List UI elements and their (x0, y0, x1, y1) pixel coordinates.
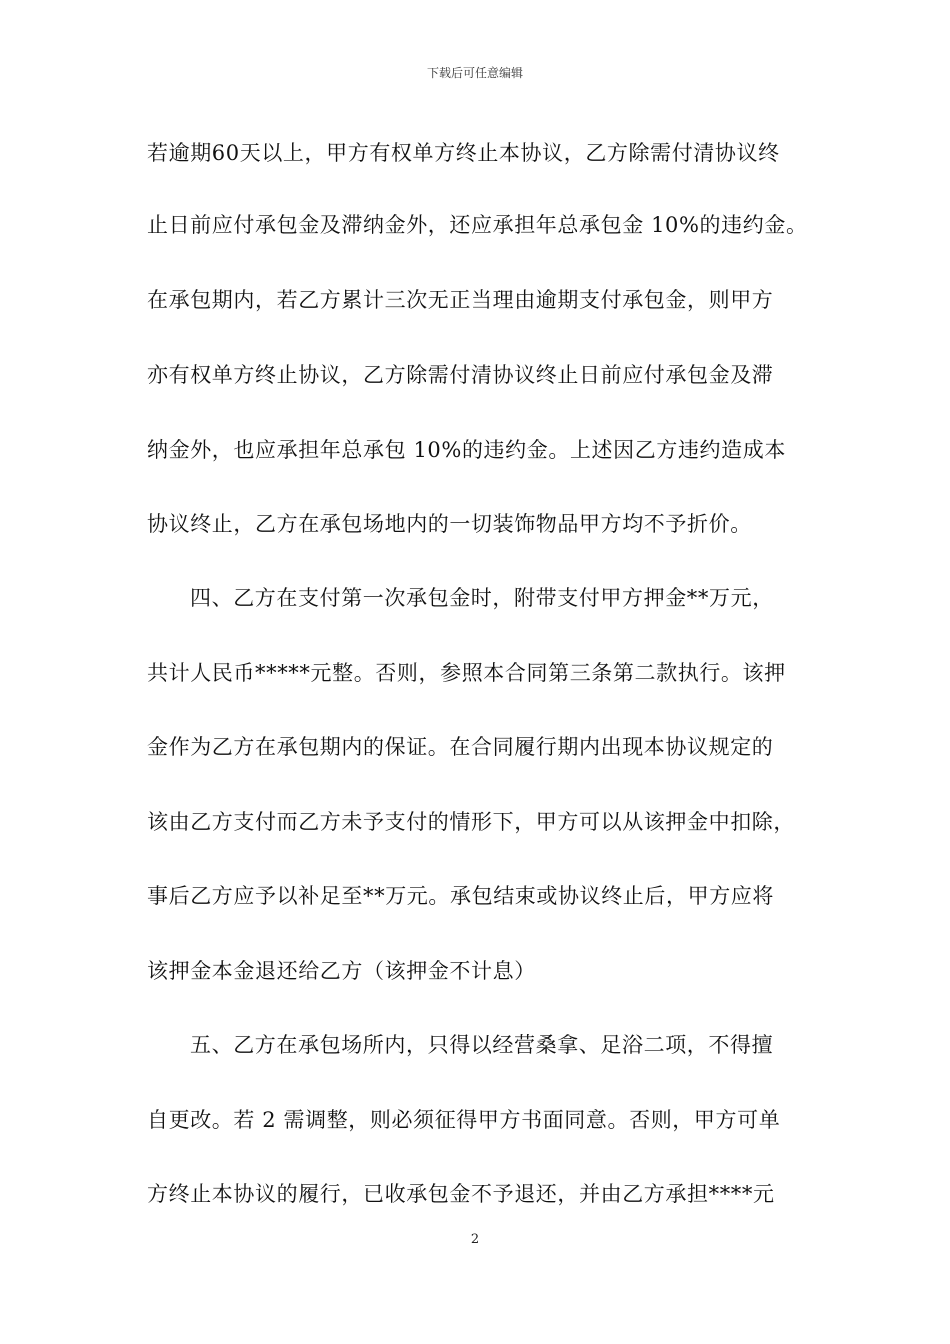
paragraph-start-line: 四、乙方在支付第一次承包金时，附带支付甲方押金**万元， (190, 586, 774, 610)
page-header: 下载后可任意编辑 (426, 66, 523, 80)
text-line: 在承包期内，若乙方累计三次无正当理由逾期支付承包金，则甲方 (147, 288, 774, 312)
text-line: 止日前应付承包金及滞纳金外，还应承担年总承包金 10%的违约金。 (147, 213, 808, 237)
text-line: 事后乙方应予以补足至**万元。承包结束或协议终止后，甲方应将 (147, 884, 774, 908)
text-line: 协议终止，乙方在承包场地内的一切装饰物品甲方均不予折价。 (147, 512, 752, 536)
text-line: 亦有权单方终止协议，乙方除需付清协议终止日前应付承包金及滞 (147, 363, 774, 387)
text-line: 该由乙方支付而乙方未予支付的情形下，甲方可以从该押金中扣除， (147, 810, 795, 834)
text-line: 共计人民币*****元整。否则，参照本合同第三条第二款执行。该押 (147, 661, 786, 685)
text-line: 该押金本金退还给乙方（该押金不计息） (147, 959, 536, 983)
text-line: 金作为乙方在承包期内的保证。在合同履行期内出现本协议规定的 (147, 735, 774, 759)
text-line: 方终止本协议的履行，已收承包金不予退还，并由乙方承担****元 (147, 1182, 775, 1206)
text-line: 纳金外，也应承担年总承包 10%的违约金。上述因乙方违约造成本 (147, 438, 786, 462)
text-line: 自更改。若 2 需调整，则必须征得甲方书面同意。否则，甲方可单 (147, 1108, 781, 1132)
text-line: 若逾期60天以上，甲方有权单方终止本协议，乙方除需付清协议终 (147, 141, 780, 165)
paragraph-start-line: 五、乙方在承包场所内，只得以经营桑拿、足浴二项，不得擅 (190, 1033, 774, 1057)
page-number: 2 (470, 1232, 480, 1247)
